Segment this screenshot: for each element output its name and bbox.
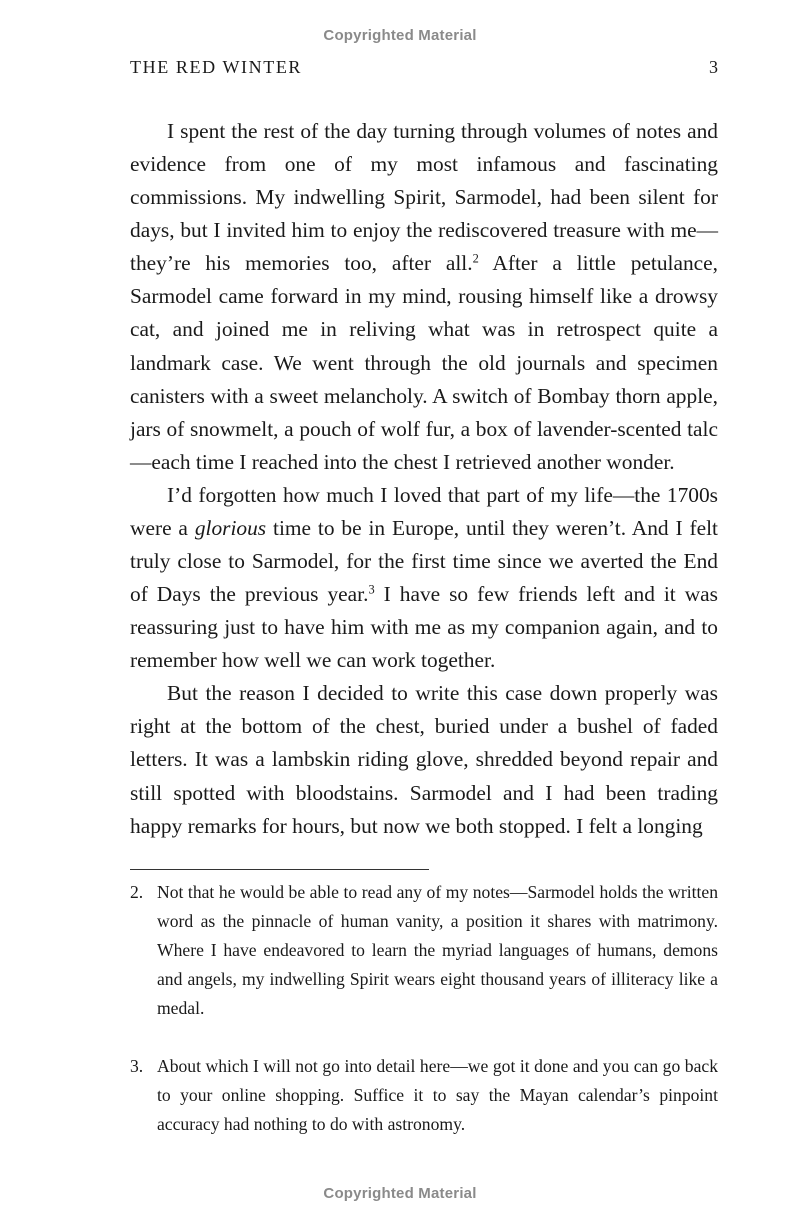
body-text — [130, 115, 718, 843]
paragraph-2-text-b: time to be in Europe, until they weren’t. And I felt truly close to Sarmodel, for the first time since we averted the End of Days the previous year. — [130, 515, 718, 607]
footnote-3 — [130, 1052, 718, 1139]
running-header — [130, 57, 718, 81]
paragraph-3 — [130, 677, 718, 842]
footnote-2 — [130, 878, 718, 1023]
book-title: THE RED WINTER — [130, 57, 303, 77]
paragraph-2-text-a: I’d forgotten how much I loved that part of my life—the 1700s were a — [130, 482, 718, 540]
copyright-watermark-top: Copyrighted Material — [323, 27, 477, 44]
footnote-number: 3. — [130, 1056, 144, 1076]
paragraph-3-text: But the reason I decided to write this case down properly was right at the bottom of the chest, buried under a bushel of faded letters. It was a lambskin riding glove, shredded beyond repair and still spotted with bloodstains. Sarmodel and I had been trading happy remarks for hours, but now we both stopped. I felt a longing — [130, 681, 718, 838]
footnote-text: Not that he would be able to read any of my notes—Sarmodel holds the written word as the pinnacle of human vanity, a position it shares with matrimony. Where I have endeavored to learn the myriad languages of humans, demons and angels, my indwelling Spirit wears eight thousand years of illiteracy like a medal. — [157, 882, 718, 1018]
footnote-divider — [130, 869, 429, 870]
paragraph-1-text-a: I spent the rest of the day turning through volumes of notes and evidence from one of my most infamous and fascinating commissions. My indwelling Spirit, Sarmodel, had been silent for days, but I invited him to enjoy the rediscovered treasure with me—they’re his memories too, after all. — [130, 119, 718, 276]
page-number: 3 — [709, 57, 718, 77]
italic-word: glorious — [194, 515, 267, 540]
footnote-text: About which I will not go into detail here—we got it done and you can go back to your online shopping. Suffice it to say the Mayan calendar’s pinpoint accuracy had nothing to do with astronomy. — [157, 1056, 718, 1134]
footnote-number: 2. — [130, 882, 144, 902]
footnote-ref-3: 3 — [368, 582, 375, 597]
paragraph-1 — [130, 115, 718, 479]
paragraph-2-text-c: I have so few friends left and it was reassuring just to have him with me as my companion again, and to remember how well we can work together. — [130, 582, 718, 673]
paragraph-2 — [130, 479, 718, 677]
copyright-watermark-bottom: Copyrighted Material — [323, 1185, 477, 1202]
footnote-ref-2: 2 — [472, 251, 479, 266]
paragraph-1-text-b: After a little petulance, Sarmodel came forward in my mind, rousing himself like a drowsy cat, and joined me in reliving what was in retrospect quite a landmark case. We went through the old journals and specimen canisters with a sweet melancholy. A switch of Bombay thorn apple, jars of snowmelt, a pouch of wolf fur, a box of lavender-scented talc—each time I reached into the chest I retrieved another wonder. — [130, 251, 718, 474]
footnotes — [130, 878, 718, 1139]
